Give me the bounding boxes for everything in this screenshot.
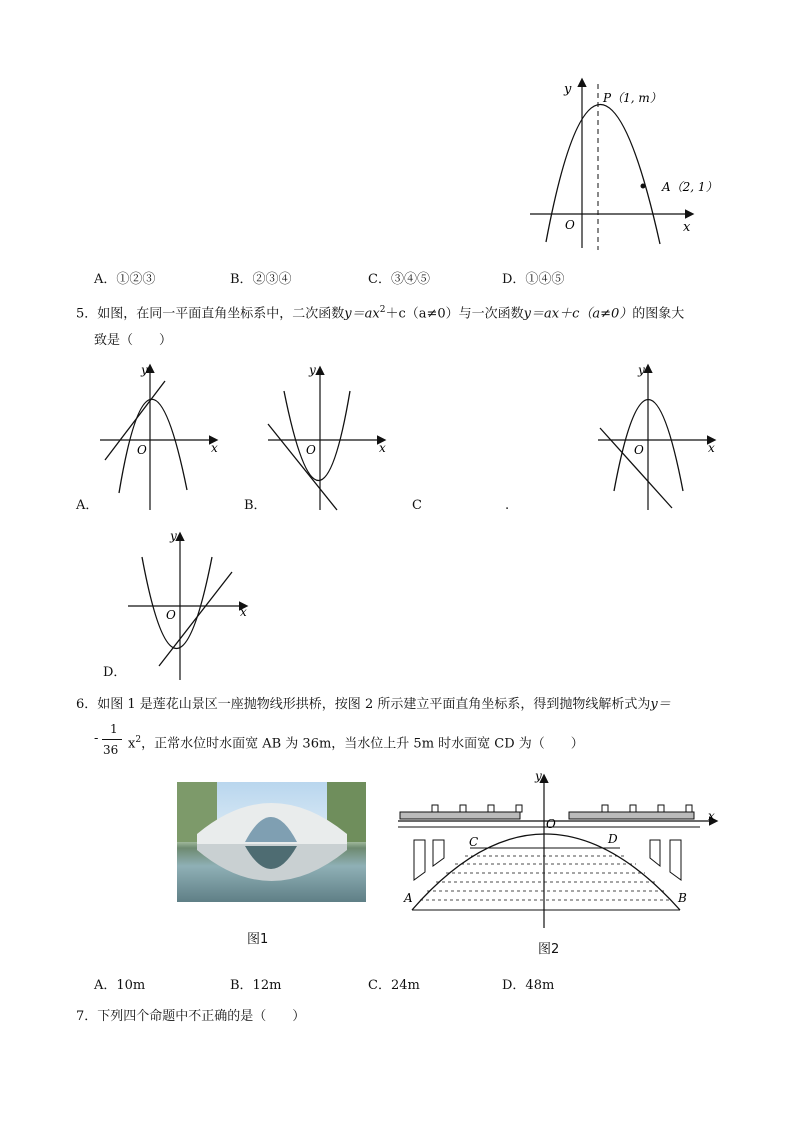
svg-text:O: O	[634, 443, 644, 457]
q6-fig1-caption: 图1	[247, 932, 269, 947]
q6-option-a[interactable]: A．10m	[94, 978, 146, 993]
q4-y-label: y	[564, 82, 572, 97]
svg-text:O: O	[306, 443, 316, 457]
svg-text:y: y	[170, 529, 177, 543]
svg-text:y: y	[309, 363, 316, 377]
q6-question-line1: 6．如图 1 是莲花山景区一座抛物线形拱桥，按图 2 所示建立平面直角坐标系，得到抛物线解析式为y＝	[76, 697, 671, 712]
q4-point-p-label: P（1, m）	[603, 91, 662, 105]
svg-text:x: x	[708, 809, 715, 823]
q4-point-a-label: A（2, 1）	[662, 180, 718, 194]
q6-option-c[interactable]: C．24m	[368, 978, 420, 993]
q4-option-c[interactable]: C．③④⑤	[368, 272, 430, 287]
svg-text:x: x	[708, 441, 715, 455]
q4-origin-label: O	[565, 218, 575, 232]
svg-text:C: C	[469, 835, 479, 849]
svg-text:x: x	[211, 441, 218, 455]
svg-text:y: y	[535, 769, 542, 783]
q4-option-a[interactable]: A．①②③	[94, 272, 156, 287]
q6-question-line2: $x^2$，正常水位时水面宽 AB 为 36m，当水位上升 5m 时水面宽 CD 为（ ）	[128, 735, 584, 752]
svg-text:O: O	[166, 608, 176, 622]
q4-option-d[interactable]: D．①④⑤	[502, 272, 565, 287]
svg-text:O: O	[546, 817, 556, 831]
q4-x-label: x	[683, 220, 691, 235]
svg-text:y: y	[638, 363, 645, 377]
q6-option-b[interactable]: B．12m	[230, 978, 282, 993]
q5-question-line2: 致是（ ）	[94, 333, 173, 348]
svg-text:O: O	[137, 443, 147, 457]
q5-option-b-label[interactable]: B．	[244, 498, 267, 513]
svg-text:x: x	[379, 441, 386, 455]
svg-text:y: y	[141, 363, 148, 377]
q5-option-d-label[interactable]: D．	[103, 665, 127, 680]
q5-question-line1: 5．如图，在同一平面直角坐标系中，二次函数$y=ax^2+c(a\ne 0)$与一次函数y＝ax＋c（a≠0）的图象大	[76, 305, 685, 322]
q6-option-d[interactable]: D．48m	[502, 978, 555, 993]
svg-text:D: D	[608, 832, 618, 846]
q6-fig2-parabola	[412, 834, 680, 910]
q4-option-b[interactable]: B．②③④	[230, 272, 292, 287]
q7-question: 7．下列四个命题中不正确的是（ ）	[76, 1009, 306, 1024]
q6-fig2-caption: 图2	[538, 942, 560, 957]
svg-text:x: x	[240, 605, 247, 619]
q5-option-c-dot: .	[505, 498, 510, 513]
q5-option-a-label[interactable]: A．	[76, 498, 99, 513]
svg-text:A: A	[404, 891, 413, 905]
q6-fraction: - 1 36	[94, 720, 134, 760]
q5-option-c-label[interactable]: C	[412, 498, 422, 513]
svg-text:B: B	[678, 891, 687, 905]
